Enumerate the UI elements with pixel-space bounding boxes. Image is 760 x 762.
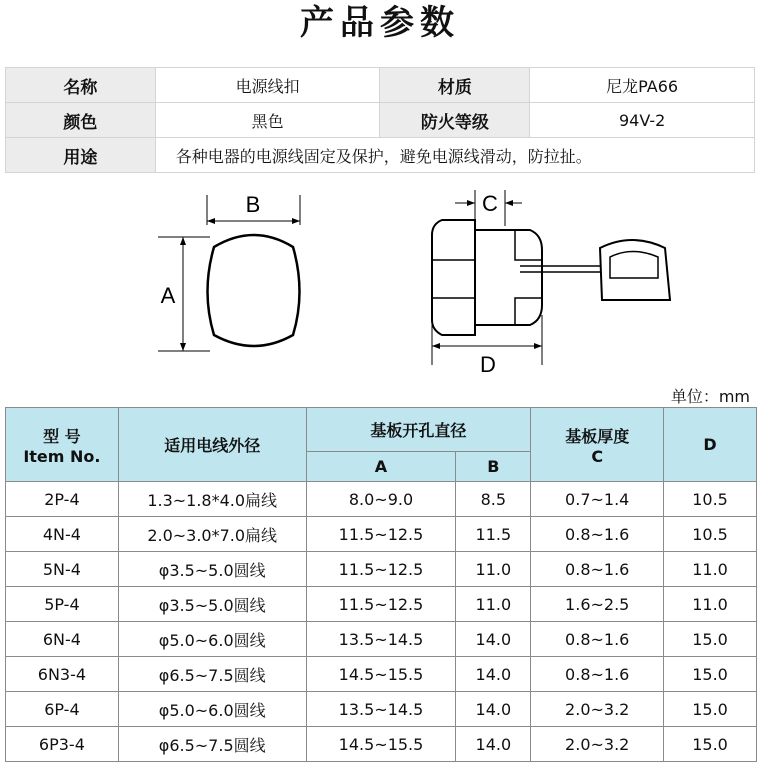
name-value: 电源线扣 (155, 68, 380, 103)
model-cell: 2P-4 (6, 482, 119, 517)
d-cell: 15.0 (664, 622, 757, 657)
model-cell: 6P3-4 (6, 727, 119, 762)
thickness-cell: 0.8~1.6 (531, 657, 664, 692)
thickness-cell: 0.8~1.6 (531, 622, 664, 657)
cable-cell: 1.3~1.8*4.0扁线 (118, 482, 306, 517)
fire-rating-value: 94V-2 (530, 103, 755, 138)
hole-b-header: B (456, 452, 531, 482)
table-row (6, 552, 757, 587)
cable-header: 适用电线外径 (118, 408, 306, 482)
hole-a-cell: 13.5~14.5 (306, 622, 456, 657)
material-value: 尼龙PA66 (530, 68, 755, 103)
model-cell: 5N-4 (6, 552, 119, 587)
cable-cell: φ3.5~5.0圆线 (118, 552, 306, 587)
hole-b-cell: 11.0 (456, 587, 531, 622)
table-row (6, 657, 757, 692)
usage-value: 各种电器的电源线固定及保护，避免电源线滑动，防拉扯。 (155, 138, 754, 173)
hole-a-cell: 14.5~15.5 (306, 727, 456, 762)
cable-cell: φ3.5~5.0圆线 (118, 587, 306, 622)
d-cell: 11.0 (664, 587, 757, 622)
thickness-cell: 0.8~1.6 (531, 552, 664, 587)
cable-cell: φ5.0~6.0圆线 (118, 692, 306, 727)
material-label: 材质 (380, 68, 530, 103)
model-cell: 4N-4 (6, 517, 119, 552)
hole-a-cell: 11.5~12.5 (306, 552, 456, 587)
table-row (6, 692, 757, 727)
model-header-cn: 型 号 (43, 426, 81, 446)
thickness-cell: 0.7~1.4 (531, 482, 664, 517)
name-label: 名称 (6, 68, 156, 103)
thickness-cell: 1.6~2.5 (531, 587, 664, 622)
thickness-header-c: C (591, 446, 604, 466)
thickness-header-label: 基板厚度 (565, 426, 630, 446)
thickness-cell: 2.0~3.2 (531, 727, 664, 762)
hole-a-cell: 11.5~12.5 (306, 517, 456, 552)
cable-cell: φ6.5~7.5圆线 (118, 657, 306, 692)
hole-header: 基板开孔直径 (306, 408, 531, 452)
hole-b-cell: 11.0 (456, 552, 531, 587)
properties-table (5, 67, 755, 173)
model-header-en: Item No. (23, 446, 101, 466)
usage-label: 用途 (6, 138, 156, 173)
d-header: D (664, 408, 757, 482)
dimension-c-label: C (482, 191, 498, 216)
hole-a-cell: 13.5~14.5 (306, 692, 456, 727)
cable-cell: φ5.0~6.0圆线 (118, 622, 306, 657)
d-cell: 11.0 (664, 552, 757, 587)
d-cell: 15.0 (664, 657, 757, 692)
table-row (6, 587, 757, 622)
d-cell: 10.5 (664, 517, 757, 552)
hole-a-header: A (306, 452, 456, 482)
hole-a-cell: 8.0~9.0 (306, 482, 456, 517)
hole-b-cell: 14.0 (456, 692, 531, 727)
hole-b-cell: 14.0 (456, 657, 531, 692)
dimension-a-label: A (160, 283, 176, 308)
hole-a-cell: 14.5~15.5 (306, 657, 456, 692)
dimension-b-label: B (245, 192, 261, 217)
properties-row (6, 138, 755, 173)
hole-b-cell: 8.5 (456, 482, 531, 517)
d-cell: 10.5 (664, 482, 757, 517)
model-header (6, 408, 119, 482)
thickness-cell: 2.0~3.2 (531, 692, 664, 727)
cable-cell: 2.0~3.0*7.0扁线 (118, 517, 306, 552)
spec-table (5, 407, 757, 762)
thickness-header (531, 408, 664, 482)
model-cell: 6N-4 (6, 622, 119, 657)
table-row (6, 727, 757, 762)
fire-rating-label: 防火等级 (380, 103, 530, 138)
table-row (6, 622, 757, 657)
color-value: 黑色 (155, 103, 380, 138)
d-cell: 15.0 (664, 692, 757, 727)
front-view-diagram (150, 185, 320, 365)
thickness-cell: 0.8~1.6 (531, 517, 664, 552)
unit-label: 单位：mm (670, 387, 750, 406)
cable-cell: φ6.5~7.5圆线 (118, 727, 306, 762)
side-view-diagram (420, 180, 680, 380)
hole-b-cell: 11.5 (456, 517, 531, 552)
hole-a-cell: 11.5~12.5 (306, 587, 456, 622)
table-row (6, 482, 757, 517)
model-cell: 6P-4 (6, 692, 119, 727)
model-cell: 6N3-4 (6, 657, 119, 692)
color-label: 颜色 (6, 103, 156, 138)
properties-row (6, 68, 755, 103)
page-title: 产品参数 (300, 3, 460, 43)
d-cell: 15.0 (664, 727, 757, 762)
model-cell: 5P-4 (6, 587, 119, 622)
dimension-d-label: D (480, 352, 496, 377)
table-row (6, 517, 757, 552)
hole-b-cell: 14.0 (456, 622, 531, 657)
hole-b-cell: 14.0 (456, 727, 531, 762)
spec-table-body (6, 482, 757, 762)
properties-row (6, 103, 755, 138)
